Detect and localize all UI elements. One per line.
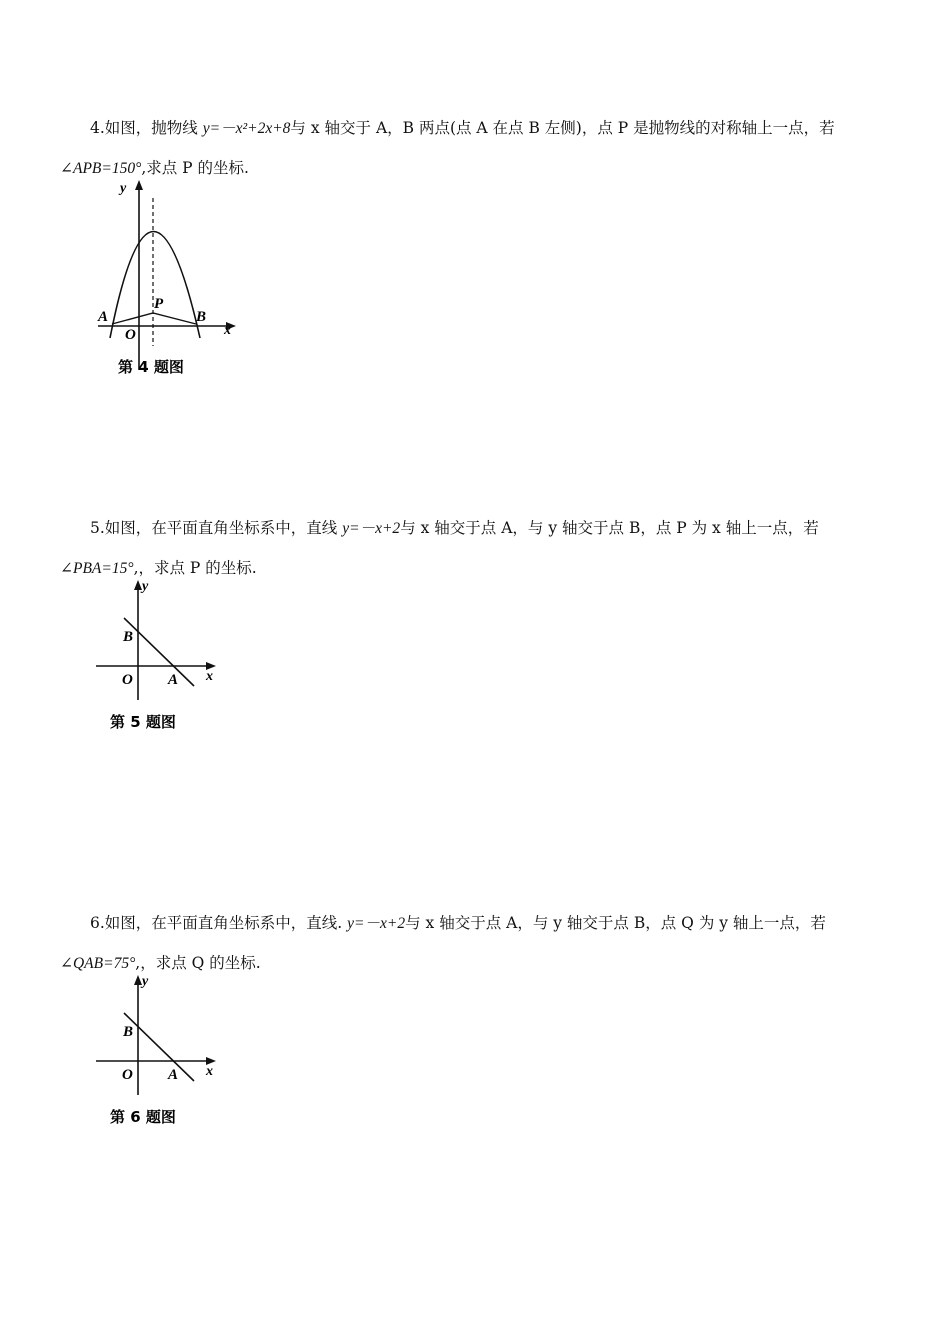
question-4-line2 [60,156,249,178]
figure-caption: 第 4 题图 [118,358,184,376]
line-ab [124,1013,194,1081]
label-o: O [125,327,136,343]
figure-4 [90,180,250,380]
y-axis-arrow [134,580,142,590]
question-text: ,，求点 Q 的坐标. [135,954,261,972]
figure-6 [90,973,230,1133]
label-x: x [206,669,213,684]
line-ab [124,618,194,686]
formula: y=－x²+2x+8 [202,120,291,137]
label-y: y [120,181,127,196]
label-b: B [123,629,134,645]
label-a: A [168,672,179,688]
question-5-line2 [60,556,257,578]
question-4-line1 [90,116,835,138]
label-y: y [142,974,149,989]
label-o: O [122,672,133,688]
formula: ∠QAB=75° [60,955,136,972]
y-axis-arrow [135,180,143,190]
figure-5 [90,578,230,738]
question-number: 6. [90,914,105,932]
label-p: P [154,296,164,312]
label-y: y [142,579,149,594]
label-o: O [122,1067,133,1083]
question-text: ,，求点 P 的坐标. [133,559,257,577]
label-a: A [98,309,109,325]
question-5-line1 [90,516,819,538]
label-a: A [168,1067,179,1083]
question-text: 如图，在平面直角坐标系中，直线 [104,519,338,537]
question-6-line1 [90,911,826,933]
formula: ∠APB=150° [60,160,142,177]
question-text: 与 x 轴交于 A，B 两点(点 A 在点 B 左侧)，点 P 是抛物线的对称轴上一点，若 [290,119,835,137]
question-text: 如图，在平面直角坐标系中，直线. [104,914,343,932]
label-b: B [123,1024,134,1040]
formula: y=－x+2 [342,520,401,537]
triangle-apb [112,313,196,324]
figure-caption: 第 6 题图 [110,1108,176,1126]
label-b: B [196,309,207,325]
question-text: 与 x 轴交于点 A，与 y 轴交于点 B，点 P 为 x 轴上一点，若 [400,519,819,537]
formula: y=－x+2 [347,915,406,932]
question-number: 5. [90,519,105,537]
question-number: 4. [90,119,105,137]
question-text: 如图，抛物线 [104,119,198,137]
question-text: ,求点 P 的坐标. [141,159,249,177]
label-x: x [206,1064,213,1079]
question-6-line2 [60,951,261,973]
formula: ∠PBA=15° [60,560,134,577]
label-x: x [224,323,231,338]
figure-caption: 第 5 题图 [110,713,176,731]
question-text: 与 x 轴交于点 A，与 y 轴交于点 B，点 Q 为 y 轴上一点，若 [405,914,826,932]
y-axis-arrow [134,975,142,985]
